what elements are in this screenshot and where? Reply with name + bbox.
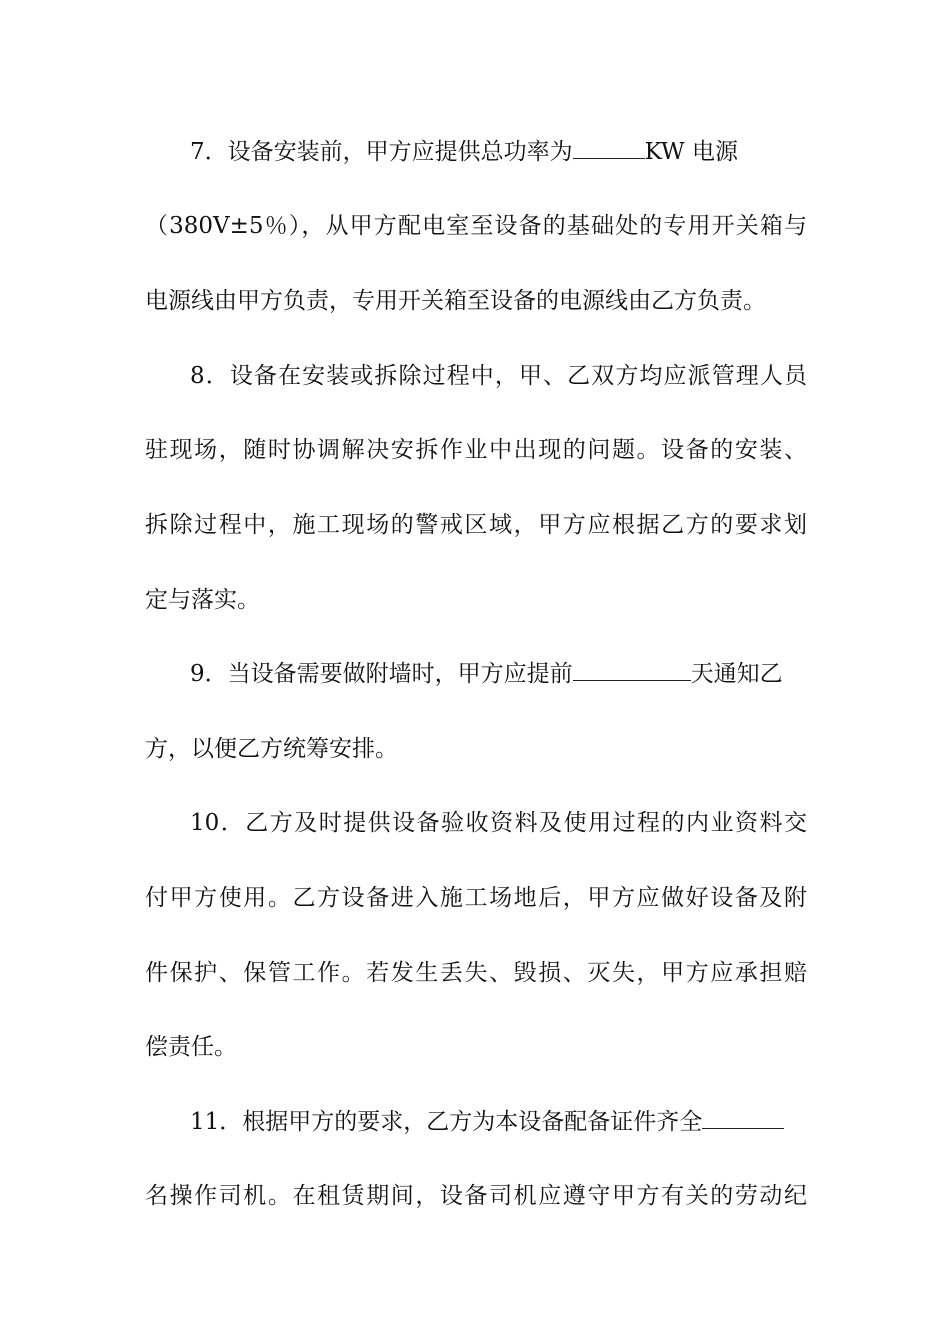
fill-in-blank-days [573, 656, 691, 681]
paragraph-8-line-3: 拆除过程中，施工现场的警戒区域，甲方应根据乙方的要求划 [145, 512, 807, 538]
paragraph-9-line-2: 方，以便乙方统筹安排。 [145, 736, 398, 762]
paragraph-7-line-2: （380V±5％），从甲方配电室至设备的基础处的专用开关箱与 [145, 213, 807, 239]
paragraph-8-line-4: 定与落实。 [145, 587, 260, 613]
paragraph-8-line-1: 8．设备在安装或拆除过程中，甲、乙双方均应派管理人员 [190, 363, 807, 389]
paragraph-9-text-before-blank: 9．当设备需要做附墙时，甲方应提前 [190, 661, 573, 687]
paragraph-7-text-before-blank: 7．设备安装前，甲方应提供总功率为 [190, 139, 573, 165]
paragraph-7-line-1 [190, 134, 807, 170]
paragraph-7-line-3: 电源线由甲方负责，专用开关箱至设备的电源线由乙方负责。 [145, 288, 766, 314]
paragraph-10-line-4: 偿责任。 [145, 1034, 237, 1060]
fill-in-blank-power [573, 134, 645, 159]
paragraph-10-line-3: 件保护、保管工作。若发生丢失、毁损、灭失，甲方应承担赔 [145, 960, 807, 986]
paragraph-11-line-2: 名操作司机。在租赁期间，设备司机应遵守甲方有关的劳动纪 [145, 1183, 807, 1209]
paragraph-9-line-1 [190, 656, 807, 692]
paragraph-9-text-after-blank: 天通知乙 [690, 661, 783, 687]
paragraph-11-text-before-blank: 11．根据甲方的要求，乙方为本设备配备证件齐全 [190, 1109, 703, 1135]
fill-in-blank-operators [702, 1104, 784, 1129]
paragraph-8-line-2: 驻现场，随时协调解决安拆作业中出现的问题。设备的安装、 [145, 437, 807, 463]
paragraph-10-line-1: 10．乙方及时提供设备验收资料及使用过程的内业资料交 [190, 810, 807, 836]
paragraph-7-text-after-blank: KW 电源 [644, 139, 738, 165]
paragraph-11-line-1 [190, 1104, 807, 1140]
paragraph-10-line-2: 付甲方使用。乙方设备进入施工场地后，甲方应做好设备及附 [145, 885, 807, 911]
